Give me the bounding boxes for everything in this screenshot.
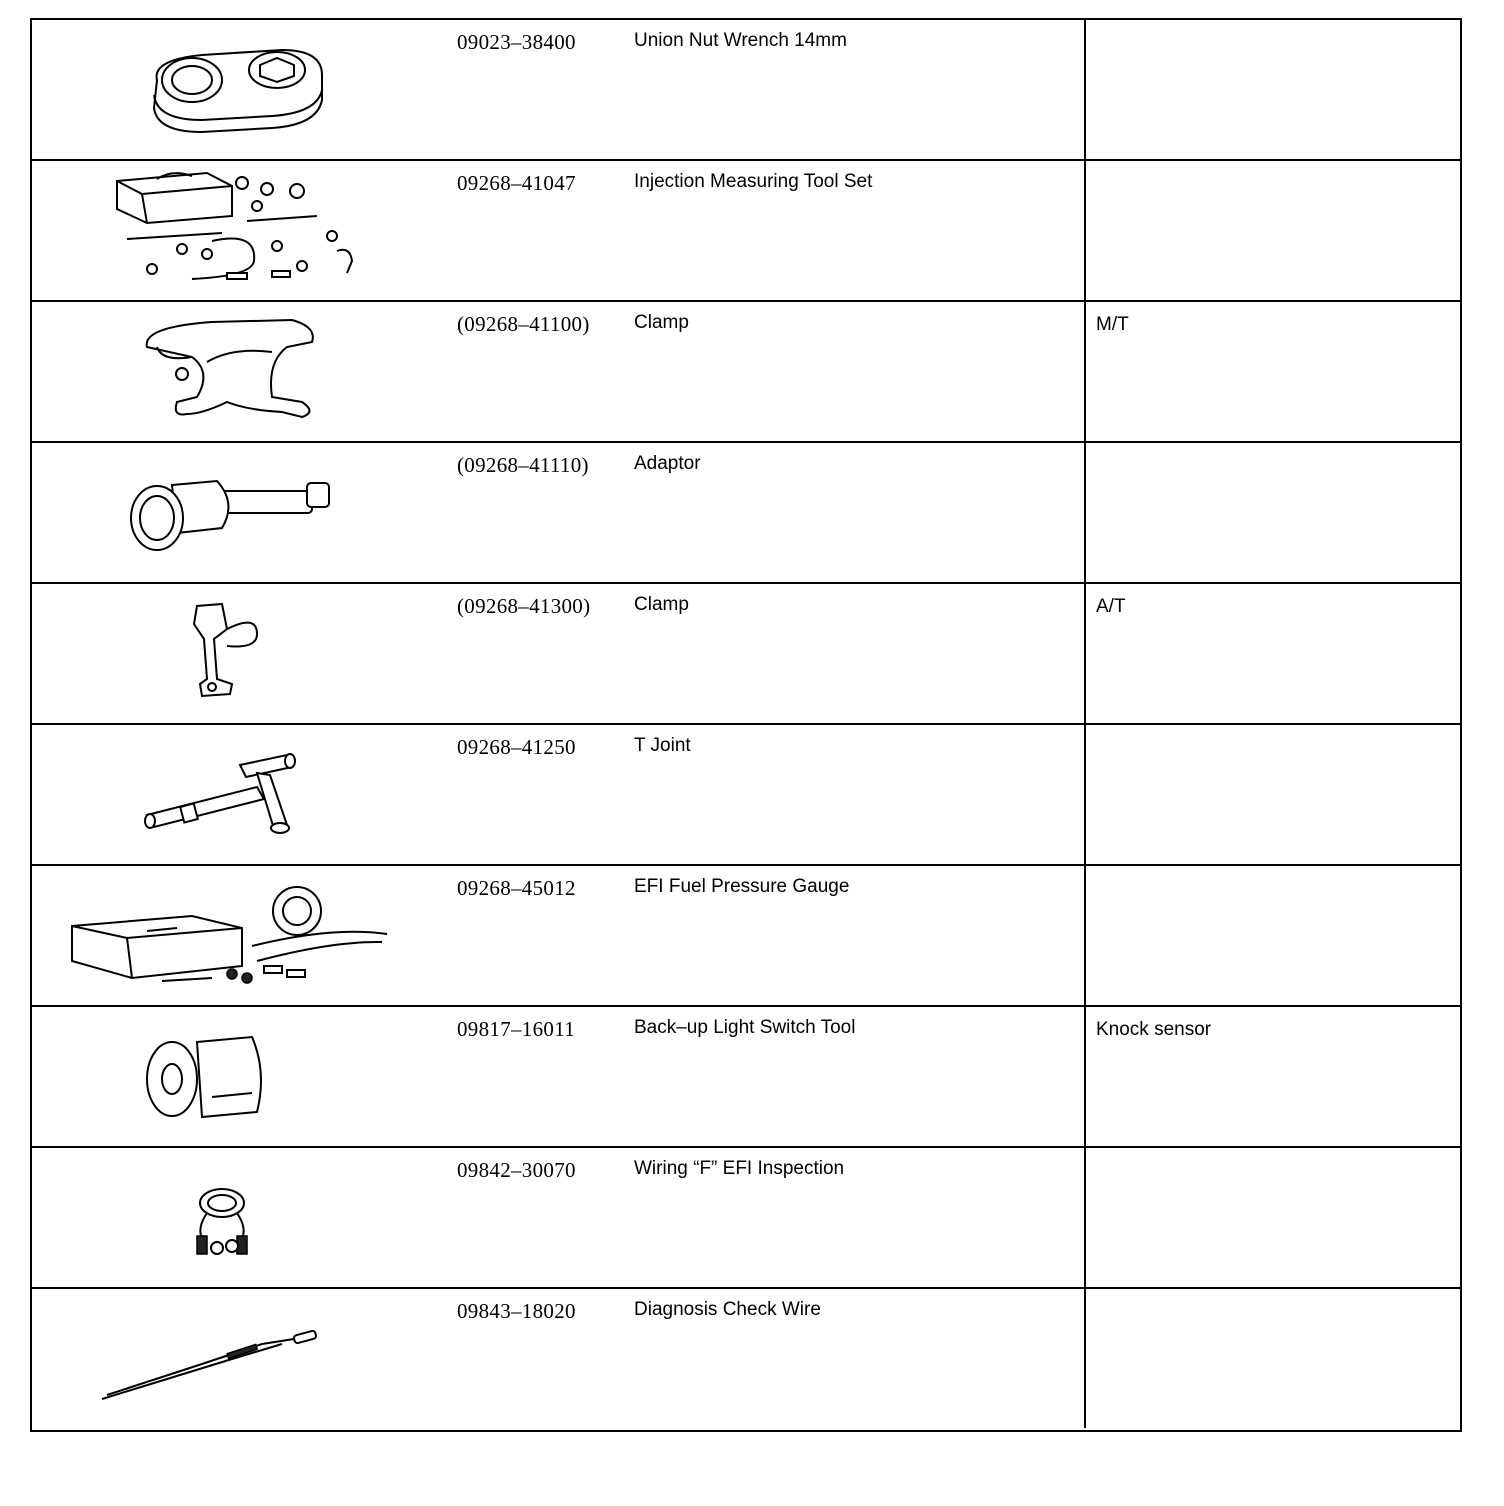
pressure-gauge-set-icon: [32, 866, 442, 1005]
note-cell: [1084, 1289, 1460, 1428]
tool-name: Clamp: [634, 594, 689, 615]
table-row: [32, 1148, 1460, 1289]
tool-name: Injection Measuring Tool Set: [634, 171, 873, 192]
table-row: [32, 1007, 1460, 1148]
tool-name: EFI Fuel Pressure Gauge: [634, 876, 850, 897]
tool-name: Diagnosis Check Wire: [634, 1299, 821, 1320]
tool-name: Wiring “F” EFI Inspection: [634, 1158, 845, 1179]
tool-name: T Joint: [634, 735, 691, 756]
note-cell: [1084, 302, 1460, 441]
table-row: [32, 866, 1460, 1007]
table-row: [32, 1289, 1460, 1430]
note-text: Knock sensor: [1096, 1019, 1212, 1040]
socket-icon: [32, 1007, 442, 1146]
note-cell: [1084, 1007, 1460, 1146]
part-number: 09843–18020: [457, 1299, 576, 1323]
table-row: [32, 302, 1460, 443]
part-number: 09268–41047: [457, 171, 576, 195]
note-text: M/T: [1096, 314, 1129, 335]
tool-name: Union Nut Wrench 14mm: [634, 30, 847, 51]
table-row: [32, 443, 1460, 584]
wiring-icon: [32, 1148, 442, 1287]
tool-name: Back–up Light Switch Tool: [634, 1017, 856, 1038]
note-cell: [1084, 866, 1460, 1005]
t-joint-icon: [32, 725, 442, 864]
part-number: 09268–45012: [457, 876, 576, 900]
part-number: 09268–41250: [457, 735, 576, 759]
clamp-small-icon: [32, 584, 442, 723]
part-number: 09817–16011: [457, 1017, 576, 1041]
table-row: [32, 20, 1460, 161]
tool-set-icon: [32, 161, 442, 300]
table-row: [32, 584, 1460, 725]
note-cell: [1084, 20, 1460, 159]
check-wire-icon: [32, 1289, 442, 1428]
adaptor-icon: [32, 443, 442, 582]
clamp-icon: [32, 302, 442, 441]
note-cell: [1084, 1148, 1460, 1287]
part-number: (09268–41100): [457, 312, 590, 336]
note-cell: [1084, 725, 1460, 864]
table-row: [32, 161, 1460, 302]
part-number: 09023–38400: [457, 30, 576, 54]
part-number: 09842–30070: [457, 1158, 576, 1182]
tool-name: Adaptor: [634, 453, 701, 474]
part-number: (09268–41110): [457, 453, 589, 477]
note-cell: [1084, 161, 1460, 300]
part-number: (09268–41300): [457, 594, 591, 618]
special-tools-table: [30, 18, 1462, 1432]
note-cell: [1084, 443, 1460, 582]
union-nut-wrench-icon: [32, 20, 442, 159]
table-row: [32, 725, 1460, 866]
note-text: A/T: [1096, 596, 1126, 617]
note-cell: [1084, 584, 1460, 723]
tool-name: Clamp: [634, 312, 689, 333]
